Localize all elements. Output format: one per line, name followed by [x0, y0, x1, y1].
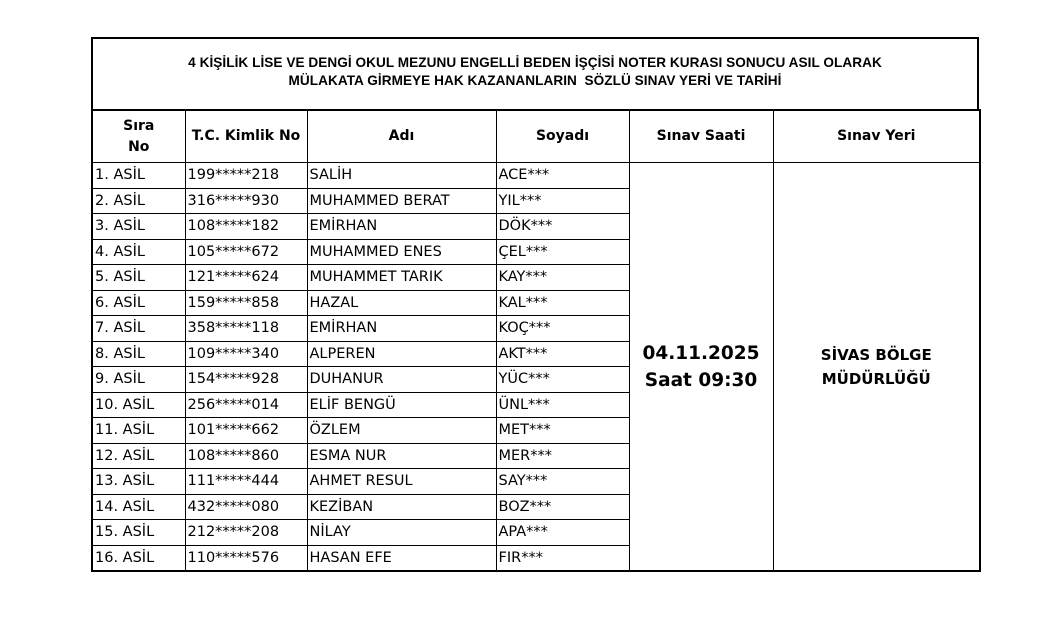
cell-soyadi: ÜNL***	[496, 392, 629, 418]
cell-sira-no: 15. ASİL	[92, 520, 185, 546]
cell-sira-no: 16. ASİL	[92, 545, 185, 571]
results-sheet	[91, 37, 979, 572]
exam-place-line-2: MÜDÜRLÜĞÜ	[821, 369, 931, 388]
cell-tc-kimlik-no: 358*****118	[185, 316, 307, 342]
cell-soyadi: KOÇ***	[496, 316, 629, 342]
table-row	[92, 163, 980, 189]
cell-sira-no: 14. ASİL	[92, 494, 185, 520]
cell-tc-kimlik-no: 432*****080	[185, 494, 307, 520]
cell-sira-no: 2. ASİL	[92, 188, 185, 214]
cell-tc-kimlik-no: 109*****340	[185, 341, 307, 367]
cell-adi: ALPEREN	[307, 341, 496, 367]
cell-tc-kimlik-no: 159*****858	[185, 290, 307, 316]
cell-adi: MUHAMMED ENES	[307, 239, 496, 265]
cell-tc-kimlik-no: 111*****444	[185, 469, 307, 495]
cell-adi: ELİF BENGÜ	[307, 392, 496, 418]
cell-adi: NİLAY	[307, 520, 496, 546]
cell-sira-no: 4. ASİL	[92, 239, 185, 265]
cell-soyadi: AKT***	[496, 341, 629, 367]
cell-soyadi: APA***	[496, 520, 629, 546]
cell-tc-kimlik-no: 256*****014	[185, 392, 307, 418]
header-adi: Adı	[307, 110, 496, 163]
exam-time: Saat 09:30	[644, 369, 758, 391]
cell-tc-kimlik-no: 105*****672	[185, 239, 307, 265]
cell-soyadi: YÜC***	[496, 367, 629, 393]
cell-tc-kimlik-no: 212*****208	[185, 520, 307, 546]
cell-sira-no: 11. ASİL	[92, 418, 185, 444]
cell-sira-no: 7. ASİL	[92, 316, 185, 342]
header-tc-kimlik-no: T.C. Kimlik No	[185, 110, 307, 163]
cell-adi: EMİRHAN	[307, 214, 496, 240]
cell-adi: SALİH	[307, 163, 496, 189]
exam-date: 04.11.2025	[642, 342, 760, 364]
cell-sira-no: 12. ASİL	[92, 443, 185, 469]
cell-soyadi: FIR***	[496, 545, 629, 571]
cell-tc-kimlik-no: 121*****624	[185, 265, 307, 291]
cell-sira-no: 5. ASİL	[92, 265, 185, 291]
cell-sira-no: 8. ASİL	[92, 341, 185, 367]
candidates-table	[91, 109, 981, 572]
cell-soyadi: ACE***	[496, 163, 629, 189]
cell-adi: ÖZLEM	[307, 418, 496, 444]
cell-soyadi: DÖK***	[496, 214, 629, 240]
cell-adi: EMİRHAN	[307, 316, 496, 342]
cell-adi: AHMET RESUL	[307, 469, 496, 495]
cell-tc-kimlik-no: 199*****218	[185, 163, 307, 189]
cell-adi: MUHAMMET TARIK	[307, 265, 496, 291]
header-sira-no: Sıra No	[92, 110, 185, 163]
cell-soyadi: KAL***	[496, 290, 629, 316]
cell-tc-kimlik-no: 110*****576	[185, 545, 307, 571]
exam-place-line-1: SİVAS BÖLGE	[820, 345, 932, 364]
title-line-2: MÜLAKATA GİRMEYE HAK KAZANANLARIN SÖZLÜ SINAV YERİ VE TARİHİ	[288, 73, 782, 88]
cell-sira-no: 9. ASİL	[92, 367, 185, 393]
cell-tc-kimlik-no: 154*****928	[185, 367, 307, 393]
cell-adi: ESMA NUR	[307, 443, 496, 469]
cell-sira-no: 6. ASİL	[92, 290, 185, 316]
cell-sira-no: 3. ASİL	[92, 214, 185, 240]
title-line-1: 4 KİŞİLİK LİSE VE DENGİ OKUL MEZUNU ENGELLİ BEDEN İŞÇİSİ NOTER KURASI SONUCU ASIL OLARAK	[188, 55, 882, 70]
header-sinav-yeri: Sınav Yeri	[773, 110, 980, 163]
cell-tc-kimlik-no: 108*****182	[185, 214, 307, 240]
cell-sira-no: 1. ASİL	[92, 163, 185, 189]
cell-soyadi: YIL***	[496, 188, 629, 214]
table-body	[92, 163, 980, 572]
cell-soyadi: BOZ***	[496, 494, 629, 520]
cell-soyadi: MET***	[496, 418, 629, 444]
document-title	[91, 37, 979, 109]
cell-adi: MUHAMMED BERAT	[307, 188, 496, 214]
exam-datetime-cell	[629, 163, 773, 572]
cell-adi: HAZAL	[307, 290, 496, 316]
header-soyadi: Soyadı	[496, 110, 629, 163]
cell-tc-kimlik-no: 316*****930	[185, 188, 307, 214]
cell-sira-no: 13. ASİL	[92, 469, 185, 495]
cell-adi: HASAN EFE	[307, 545, 496, 571]
header-sinav-saati: Sınav Saati	[629, 110, 773, 163]
cell-tc-kimlik-no: 108*****860	[185, 443, 307, 469]
cell-soyadi: ÇEL***	[496, 239, 629, 265]
cell-tc-kimlik-no: 101*****662	[185, 418, 307, 444]
cell-adi: DUHANUR	[307, 367, 496, 393]
exam-place-cell	[773, 163, 980, 572]
cell-soyadi: MER***	[496, 443, 629, 469]
cell-soyadi: KAY***	[496, 265, 629, 291]
cell-adi: KEZİBAN	[307, 494, 496, 520]
cell-sira-no: 10. ASİL	[92, 392, 185, 418]
table-header-row	[92, 110, 980, 163]
cell-soyadi: SAY***	[496, 469, 629, 495]
